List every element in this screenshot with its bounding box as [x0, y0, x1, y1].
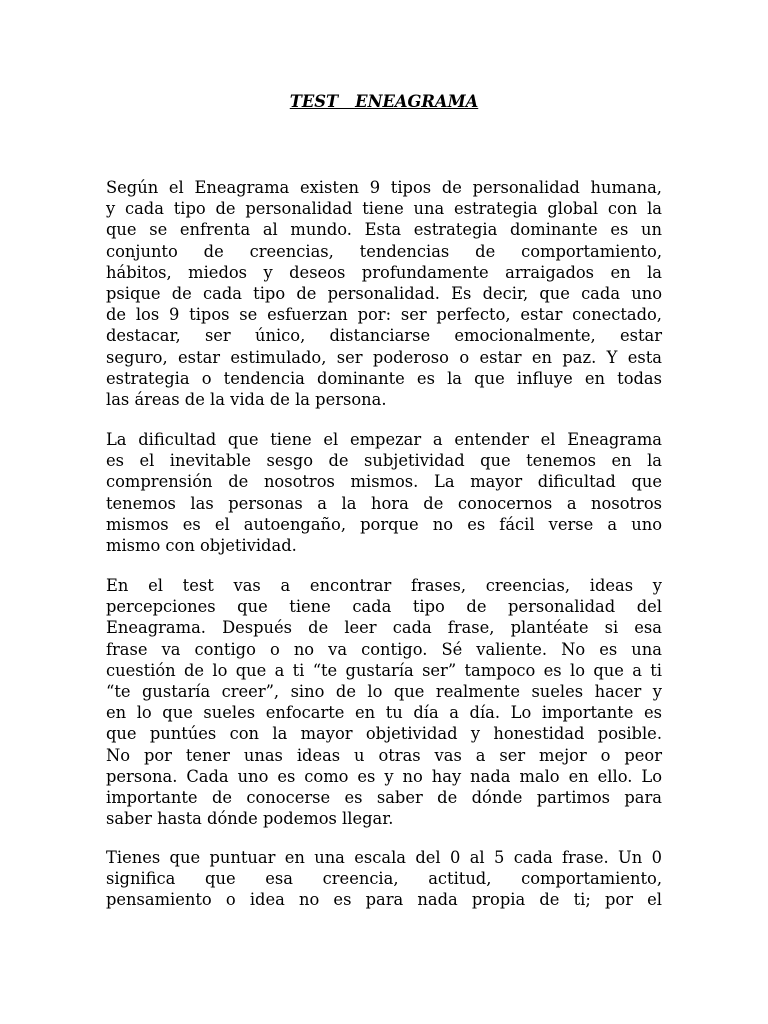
- text-line: mismo con objetividad.: [106, 535, 297, 555]
- text-line: en lo que sueles enfocarte en tu día a día. Lo importante es: [106, 703, 662, 723]
- text-line: psique de cada tipo de personalidad. Es decir, que cada uno: [106, 283, 662, 303]
- paragraph-scoring: [106, 847, 662, 911]
- text-line: hábitos, miedos y deseos profundamente arraigados en la: [106, 262, 662, 282]
- text-line: estrategia o tendencia dominante es la que influye en todas: [106, 368, 662, 388]
- paragraph-difficulty: [106, 429, 662, 556]
- text-line: “te gustaría creer”, sino de lo que realmente sueles hacer y: [106, 681, 662, 701]
- text-line: saber hasta dónde podemos llegar.: [106, 809, 394, 829]
- text-line: importante de conocerse es saber de dónde partimos para: [106, 787, 662, 807]
- text-line: es el inevitable sesgo de subjetividad que tenemos en la: [106, 451, 662, 471]
- text-line: No por tener unas ideas u otras vas a ser mejor o peor: [106, 745, 662, 765]
- text-line: significa que esa creencia, actitud, comportamiento,: [106, 869, 662, 889]
- text-line: Según el Eneagrama existen 9 tipos de personalidad humana,: [106, 178, 662, 197]
- document-page: [106, 0, 662, 1024]
- text-line: destacar, ser único, distanciarse emocionalmente, estar: [106, 326, 662, 346]
- text-line: mismos es el autoengaño, porque no es fácil verse a uno: [106, 514, 662, 534]
- text-line: que puntúes con la mayor objetividad y honestidad posible.: [106, 724, 662, 744]
- text-line: conjunto de creencias, tendencias de comportamiento,: [106, 241, 662, 261]
- paragraph-intro: [106, 177, 662, 410]
- text-line: persona. Cada uno es como es y no hay nada malo en ello. Lo: [106, 766, 662, 786]
- text-line: seguro, estar estimulado, ser poderoso o estar en paz. Y esta: [106, 347, 662, 367]
- text-line: que se enfrenta al mundo. Esta estrategia dominante es un: [106, 220, 662, 240]
- text-line: pensamiento o idea no es para nada propia de ti; por el: [106, 890, 662, 910]
- text-line: percepciones que tiene cada tipo de personalidad del: [106, 597, 662, 617]
- text-line: Tienes que puntuar en una escala del 0 al 5 cada frase. Un 0: [106, 848, 662, 867]
- text-line: las áreas de la vida de la persona.: [106, 389, 387, 409]
- text-line: Eneagrama. Después de leer cada frase, plantéate si esa: [106, 618, 662, 638]
- text-line: En el test vas a encontrar frases, creencias, ideas y: [106, 576, 662, 595]
- paragraph-test-instructions: [106, 575, 662, 829]
- text-line: frase va contigo o no va contigo. Sé valiente. No es una: [106, 639, 662, 659]
- text-line: de los 9 tipos se esfuerzan por: ser perfecto, estar conectado,: [106, 305, 662, 325]
- text-line: La dificultad que tiene el empezar a entender el Eneagrama: [106, 430, 662, 449]
- text-line: tenemos las personas a la hora de conocernos a nosotros: [106, 493, 662, 513]
- text-line: y cada tipo de personalidad tiene una estrategia global con la: [106, 199, 662, 219]
- text-line: cuestión de lo que a ti “te gustaría ser” tampoco es lo que a ti: [106, 660, 662, 680]
- document-title: TEST ENEAGRAMA: [289, 92, 479, 111]
- text-line: comprensión de nosotros mismos. La mayor dificultad que: [106, 472, 662, 492]
